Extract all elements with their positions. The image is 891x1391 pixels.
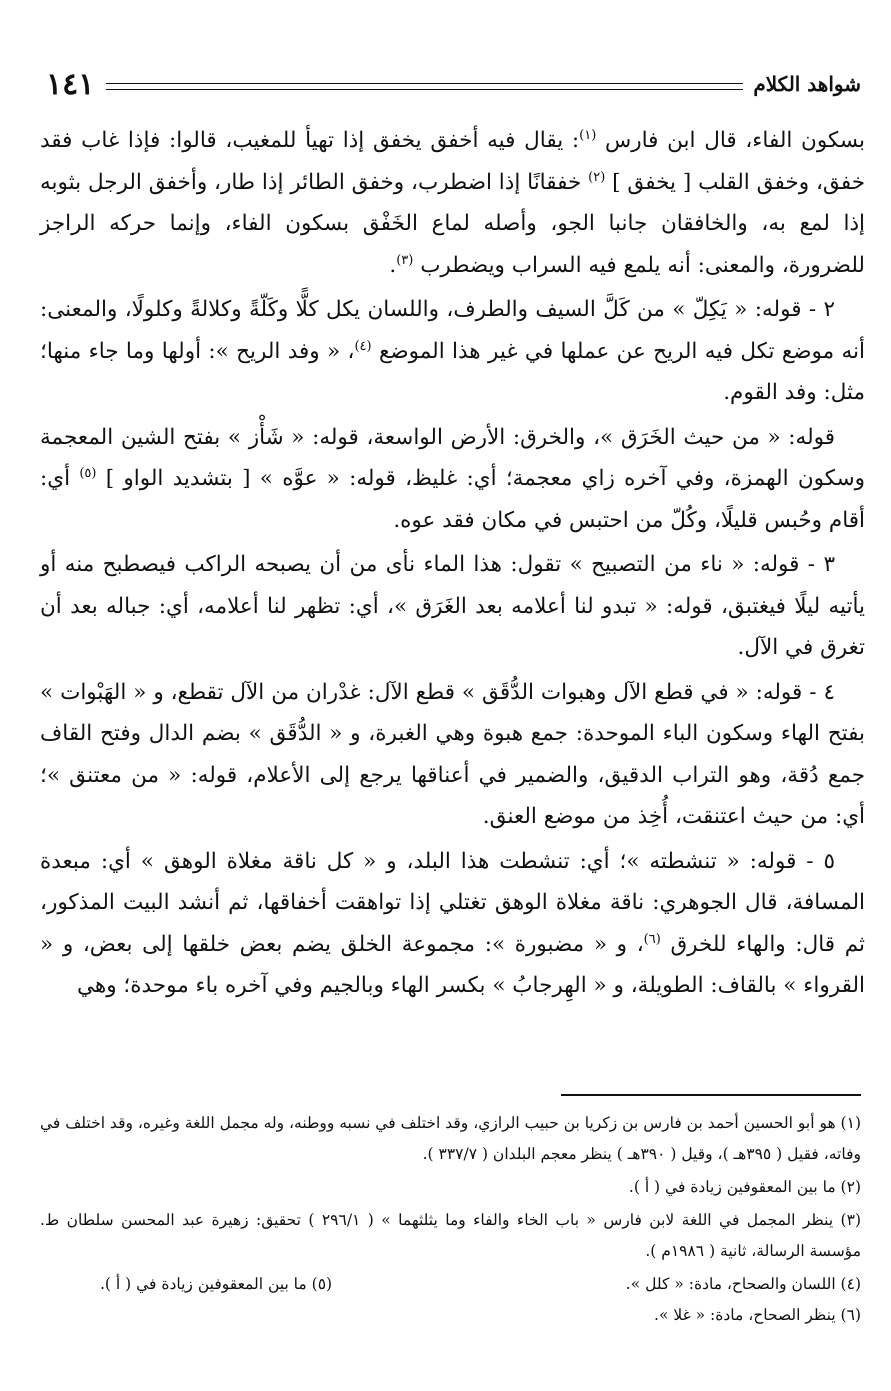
page-number: ١٤١ bbox=[46, 66, 95, 102]
footnote-2: (٢) ما بين المعقوفين زيادة في ( أ ). bbox=[628, 1178, 861, 1196]
text-run: ٢ - قوله: « يَكِلّ » من كَلَّ السيف والطرف، واللسان يكل كلًّا وكَلّةً وكلالةً وكلولًا، والمعنى: أنه موضع تكل فيه الريح عن عملها في غير هذا الموضع bbox=[40, 297, 865, 364]
footnote-row-4-5 bbox=[40, 1269, 861, 1300]
text-run: . bbox=[389, 252, 397, 278]
text-run: ، و « مضبورة »: مجموعة الخلق يضم بعض خلقها إلى بعض، و « القرواء » بالقاف: الطويلة، و « الهِرجابُ » بكسر الهاء وبالجيم وفي آخره باء موحدة؛ وهي bbox=[40, 931, 865, 998]
footnotes bbox=[40, 1108, 861, 1333]
footnote-6: (٦) ينظر الصحاح، مادة: « غلا ». bbox=[654, 1306, 861, 1324]
paragraph-5: ٤ - قوله: « في قطع الآل وهبوات الدُّقَق » قطع الآل: غدْران من الآل تقطع، و « الهَبْوات » بفتح الهاء وسكون الباء الموحدة: جمع هبوة وهي الغبرة، و « الدُّقَق » بضم الدال وفتح القاف جمع دُقة، وهو التراب الدقيق، والضمير في أعناقها يرجع إلى الأعلام، قوله: « من معتنق »؛ أي: من حيث اعتنقت، أُخِذ من موضع العنق. bbox=[40, 679, 865, 829]
footnote-1: (١) هو أبو الحسين أحمد بن فارس بن زكريا بن حبيب الرازي، وقد اختلف في نسبه ووطنه، وله مجمل اللغة وغيره، وقد اختلف في وفاته، فقيل ( ٣٩٥هـ )، وقيل ( ٣٩٠هـ ) ينظر معجم البلدان ( ٣٣٧/٧ ). bbox=[40, 1114, 861, 1163]
running-title: شواهد الكلام bbox=[753, 72, 861, 96]
paragraph-6 bbox=[40, 841, 865, 1007]
text-run: : يقال فيه أخفق يخفق إذا تهيأ للمغيب، قالوا: فإذا غاب فقد خفق، وخفق القلب [ يخفق ] bbox=[40, 128, 865, 195]
text-run: قوله: « من حيث الخَرَق »، والخرق: الأرض الواسعة، قوله: « شَأْز » بفتح الشين المعجمة وسكون الهمزة، وفي آخره زاي معجمة؛ أي: غليظ، قوله: « عوَّه » [ بتشديد الواو ] bbox=[40, 424, 865, 491]
header-double-rule bbox=[106, 83, 743, 90]
text-run: ، « وفد الريح »: أولها وما جاء منها؛ مثل: وفد القوم. bbox=[40, 338, 865, 405]
footnote-ref-3[interactable]: (٣) bbox=[396, 252, 414, 268]
paragraph-2 bbox=[40, 289, 865, 414]
footnote-separator bbox=[561, 1094, 861, 1096]
paragraph-4: ٣ - قوله: « ناء من التصبيح » تقول: هذا الماء نأى من أن يصبحه الراكب فيصطبح منه أو يأتيه ليلًا فيغتبق، قوله: « تبدو لنا أعلامه بعد الغَرَق »، أي: تظهر لنا أعلامه، أي: جباله بعد أن تغرق في الآل. bbox=[40, 552, 865, 660]
text-run: أي: أقام وحُبس قليلًا، وكُلّ من احتبس في مكان فقد عوه. bbox=[40, 466, 865, 533]
footnote-4: (٤) اللسان والصحاح، مادة: « كلل ». bbox=[625, 1275, 861, 1293]
paragraph-3 bbox=[40, 417, 865, 542]
text-run: ٥ - قوله: « تنشطته »؛ أي: تنشطت هذا البلد، و « كل ناقة مغلاة الوهق » أي: مبعدة المسافة، قال الجوهري: ناقة مغلاة الوهق تغتلي إذا تواهقت أخفاقها، ثم أنشد البيت المذكور، ثم قال: والهاء للخرق bbox=[40, 848, 865, 957]
footnote-ref-6[interactable]: (٦) bbox=[643, 931, 661, 947]
footnote-5: (٥) ما بين المعقوفين زيادة في ( أ ). bbox=[100, 1275, 333, 1293]
paragraph-1 bbox=[40, 120, 865, 286]
footnote-ref-2[interactable]: (٢) bbox=[588, 169, 606, 185]
text-run: خفقانًا إذا اضطرب، وخفق الطائر إذا طار، وأخفق الرجل بثوبه إذا لمع به، والخافقان جانبا الجو، وأصله لماع الخَفْق بسكون الفاء، وإنما حركه الراجز للضرورة، والمعنى: أنه يلمع فيه السراب ويضطرب bbox=[40, 169, 865, 278]
main-text bbox=[40, 120, 865, 1010]
page-header bbox=[46, 62, 861, 106]
footnote-ref-5[interactable]: (٥) bbox=[79, 465, 97, 481]
footnote-ref-4[interactable]: (٤) bbox=[354, 338, 372, 354]
footnote-3: (٣) ينظر المجمل في اللغة لابن فارس « باب الخاء والفاء وما يثلثهما » ( ٢٩٦/١ ) تحقيق: زهيرة عبد المحسن سلطان ط. مؤسسة الرسالة، ثانية ( ١٩٨٦م ). bbox=[40, 1211, 861, 1260]
footnote-ref-1[interactable]: (١) bbox=[579, 127, 597, 143]
text-run: بسكون الفاء، قال ابن فارس bbox=[596, 128, 865, 153]
